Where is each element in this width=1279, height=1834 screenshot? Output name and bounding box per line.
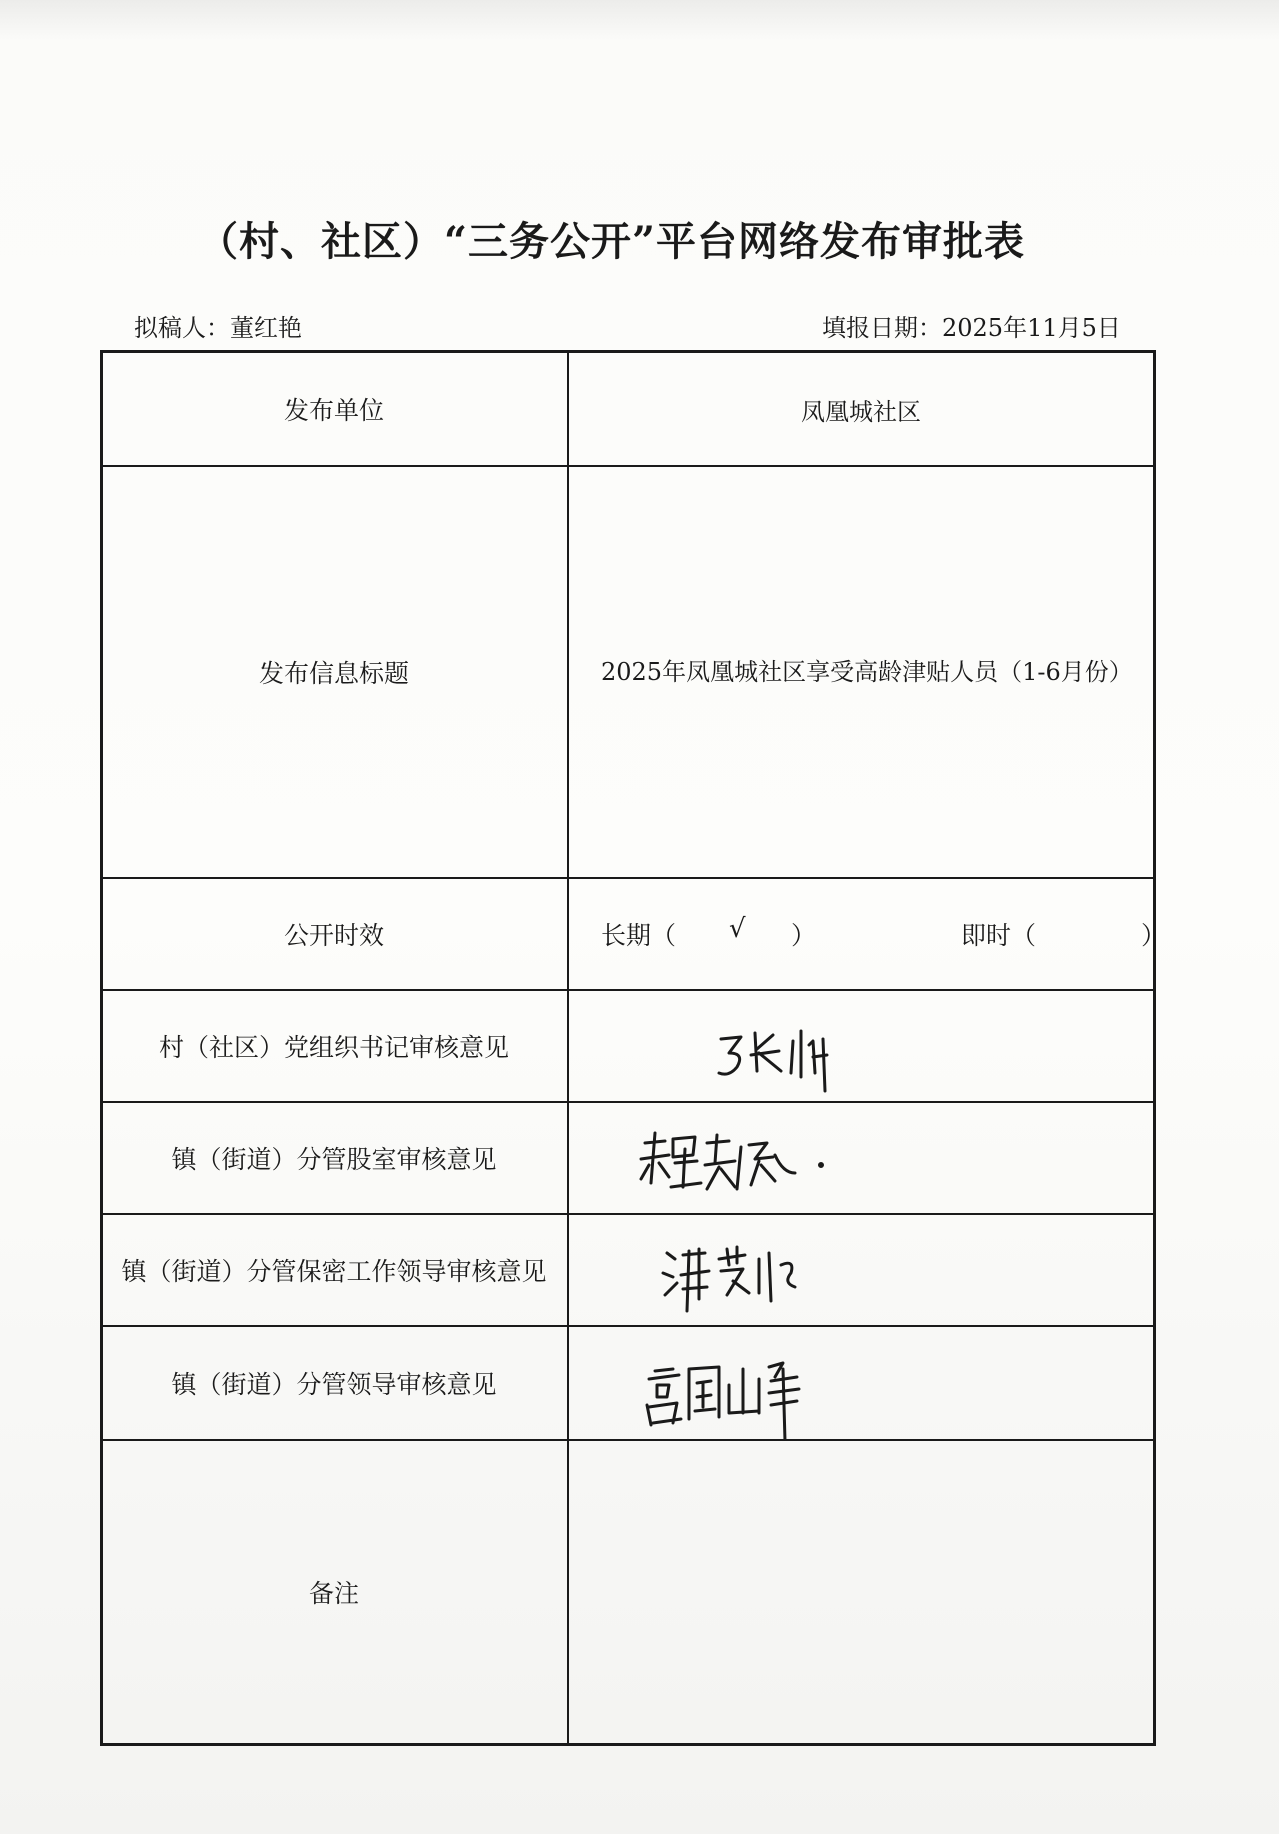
row-security (103, 1213, 1153, 1325)
security-signature-cell (567, 1215, 1153, 1325)
security-label: 镇（街道）分管保密工作领导审核意见 (121, 1257, 547, 1286)
immediate-option (961, 916, 1167, 952)
info-title-label: 发布信息标题 (258, 659, 409, 688)
long-term-option (601, 914, 817, 952)
remarks-value (567, 1441, 1153, 1743)
leader-signature-cell (567, 1327, 1153, 1439)
fill-date (822, 308, 1121, 343)
date-value: 2025年11月5日 (942, 314, 1121, 342)
drafter-value: 董红艳 (230, 314, 302, 342)
office-label: 镇（街道）分管股室审核意见 (171, 1145, 497, 1174)
drafter-label: 拟稿人： (134, 314, 230, 342)
unit-label: 发布单位 (283, 396, 384, 425)
row-unit (103, 353, 1153, 465)
timeliness-label: 公开时效 (283, 921, 384, 950)
long-term-label: 长期（ (601, 921, 677, 950)
timeliness-options (567, 879, 1167, 989)
leader-signature (569, 1327, 1159, 1441)
row-remarks (103, 1439, 1153, 1743)
row-timeliness (103, 877, 1167, 989)
drafter (134, 308, 302, 343)
remarks-label: 备注 (308, 1579, 359, 1608)
unit-value: 凤凰城社区 (567, 353, 1153, 465)
secretary-signature (569, 991, 1159, 1101)
long-term-close-paren: ） (791, 921, 817, 950)
long-term-checkmark: √ (729, 914, 746, 944)
date-label: 填报日期： (822, 314, 942, 342)
row-office (103, 1101, 1153, 1213)
row-secretary (103, 989, 1153, 1101)
immediate-label: 即时（ (961, 921, 1037, 950)
row-info-title (103, 465, 1153, 877)
immediate-close-paren: ） (1141, 921, 1167, 950)
approval-table (100, 350, 1167, 1746)
secretary-signature-cell (567, 991, 1153, 1101)
info-title-cell (567, 467, 1153, 877)
security-signature (569, 1215, 1159, 1325)
leader-label: 镇（街道）分管领导审核意见 (171, 1370, 497, 1399)
office-signature (569, 1103, 1159, 1213)
form-title: （村、社区）“三务公开”平台网络发布审批表 (197, 218, 1025, 265)
info-title-value: 2025年凤凰城社区享受高龄津贴人员（1-6月份） (601, 658, 1133, 686)
office-signature-cell (567, 1103, 1153, 1213)
row-leader (103, 1325, 1153, 1439)
secretary-label: 村（社区）党组织书记审核意见 (158, 1033, 509, 1062)
